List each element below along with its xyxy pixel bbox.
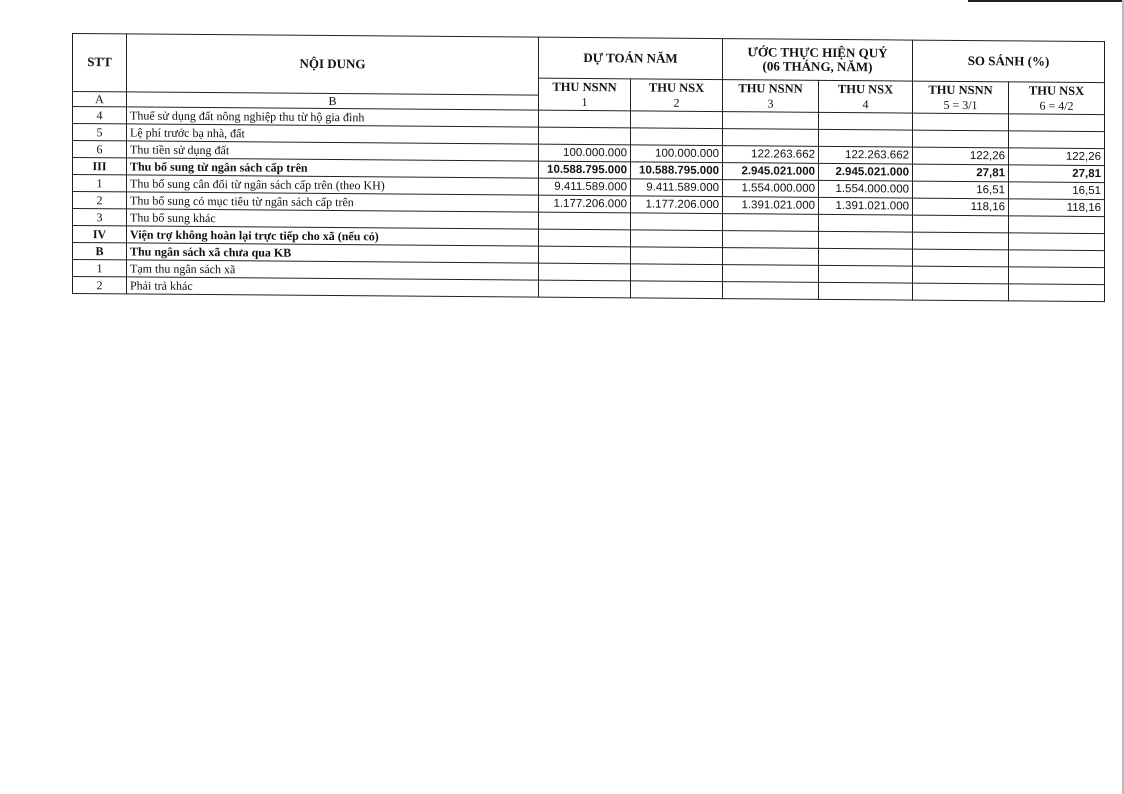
header-du-toan: DỰ TOÁN NĂM <box>539 37 723 79</box>
row-content: Thu bổ sung từ ngân sách cấp trên <box>127 157 539 177</box>
row-content: Thu bổ sung cân đối từ ngân sách cấp trên (theo KH) <box>127 174 539 194</box>
row-uoc-nsx <box>819 112 913 130</box>
subheader-thu-nsx: THU NSX <box>1009 82 1105 99</box>
row-uoc-nsnn: 2.945.021.000 <box>723 162 819 180</box>
row-content: Thu ngân sách xã chưa qua KB <box>127 242 539 262</box>
row-uoc-nsx: 122.263.662 <box>819 146 913 164</box>
row-so-sanh-nsnn <box>913 266 1009 284</box>
row-so-sanh-nsnn <box>913 249 1009 267</box>
row-stt: III <box>73 157 127 174</box>
row-du-toan-nsnn: 9.411.589.000 <box>539 178 631 196</box>
budget-sheet <box>72 33 1104 302</box>
row-du-toan-nsx: 9.411.589.000 <box>631 178 723 196</box>
row-stt: 5 <box>73 123 127 140</box>
row-uoc-nsx <box>819 282 913 300</box>
row-so-sanh-nsx: 27,81 <box>1009 164 1105 182</box>
header-uoc-thuc-hien <box>723 39 913 81</box>
row-content: Tạm thu ngân sách xã <box>127 259 539 279</box>
row-du-toan-nsnn <box>539 110 631 128</box>
header-noi-dung: NỘI DUNG <box>127 34 539 95</box>
row-du-toan-nsx: 10.588.795.000 <box>631 161 723 179</box>
row-so-sanh-nsnn: 122,26 <box>913 147 1009 165</box>
row-du-toan-nsnn: 100.000.000 <box>539 144 631 162</box>
row-uoc-nsx: 1.554.000.000 <box>819 180 913 198</box>
index-cell: 3 <box>723 96 819 112</box>
row-du-toan-nsx <box>631 127 723 145</box>
row-so-sanh-nsx: 122,26 <box>1009 147 1105 165</box>
row-du-toan-nsx <box>631 212 723 230</box>
index-cell: 6 = 4/2 <box>1009 98 1105 114</box>
row-so-sanh-nsx <box>1009 215 1105 233</box>
row-so-sanh-nsx <box>1009 113 1105 131</box>
index-cell: B <box>127 91 539 109</box>
subheader-thu-nsnn: THU NSNN <box>539 78 631 95</box>
row-du-toan-nsnn <box>539 246 631 264</box>
row-uoc-nsnn <box>723 111 819 129</box>
row-stt: IV <box>73 225 127 242</box>
index-cell: 5 = 3/1 <box>913 98 1009 114</box>
subheader-thu-nsnn: THU NSNN <box>723 80 819 97</box>
row-stt: 3 <box>73 208 127 225</box>
row-uoc-nsx <box>819 214 913 232</box>
header-row <box>73 34 1105 83</box>
row-content: Viện trợ không hoàn lại trực tiếp cho xã (nếu có) <box>127 225 539 245</box>
row-so-sanh-nsnn: 118,16 <box>913 198 1009 216</box>
row-so-sanh-nsx <box>1009 130 1105 148</box>
row-du-toan-nsx: 1.177.206.000 <box>631 195 723 213</box>
table-body <box>73 91 1105 301</box>
row-stt: 2 <box>73 276 127 293</box>
row-uoc-nsnn: 1.554.000.000 <box>723 179 819 197</box>
row-du-toan-nsx: 100.000.000 <box>631 144 723 162</box>
row-du-toan-nsx <box>631 229 723 247</box>
index-cell: 2 <box>631 95 723 111</box>
row-so-sanh-nsnn <box>913 130 1009 148</box>
row-du-toan-nsnn <box>539 280 631 298</box>
row-uoc-nsnn <box>723 128 819 146</box>
scan-edge-top <box>968 0 1124 2</box>
row-uoc-nsx <box>819 265 913 283</box>
row-content: Thu bổ sung có mục tiêu từ ngân sách cấp trên <box>127 191 539 211</box>
row-so-sanh-nsx: 118,16 <box>1009 198 1105 216</box>
index-cell: 4 <box>819 97 913 113</box>
row-so-sanh-nsnn <box>913 283 1009 301</box>
row-du-toan-nsnn <box>539 212 631 230</box>
row-so-sanh-nsx <box>1009 232 1105 250</box>
row-stt: 1 <box>73 259 127 276</box>
row-du-toan-nsnn: 10.588.795.000 <box>539 161 631 179</box>
header-so-sanh: SO SÁNH (%) <box>913 40 1105 83</box>
subheader-thu-nsx: THU NSX <box>631 79 723 96</box>
row-uoc-nsx: 1.391.021.000 <box>819 197 913 215</box>
row-stt: 6 <box>73 140 127 157</box>
row-so-sanh-nsnn: 16,51 <box>913 181 1009 199</box>
row-du-toan-nsnn: 1.177.206.000 <box>539 195 631 213</box>
row-stt: 2 <box>73 191 127 208</box>
row-uoc-nsx <box>819 231 913 249</box>
index-cell: A <box>73 91 127 106</box>
subheader-thu-nsnn: THU NSNN <box>913 81 1009 98</box>
row-du-toan-nsnn <box>539 127 631 145</box>
row-stt: 4 <box>73 106 127 123</box>
row-du-toan-nsx <box>631 110 723 128</box>
row-uoc-nsx <box>819 248 913 266</box>
row-du-toan-nsnn <box>539 263 631 281</box>
row-uoc-nsnn <box>723 247 819 265</box>
row-du-toan-nsx <box>631 263 723 281</box>
row-du-toan-nsx <box>631 280 723 298</box>
row-du-toan-nsx <box>631 246 723 264</box>
row-content: Thu tiền sử dụng đất <box>127 140 539 160</box>
row-uoc-nsnn <box>723 230 819 248</box>
row-so-sanh-nsx: 16,51 <box>1009 181 1105 199</box>
row-stt: B <box>73 242 127 259</box>
header-uoc-thuc-hien-line2: (06 THÁNG, NĂM) <box>762 58 873 75</box>
row-uoc-nsx <box>819 129 913 147</box>
row-so-sanh-nsx <box>1009 283 1105 301</box>
header-stt: STT <box>73 34 127 92</box>
row-content: Phải trả khác <box>127 276 539 296</box>
row-so-sanh-nsnn <box>913 113 1009 131</box>
row-so-sanh-nsx <box>1009 249 1105 267</box>
row-uoc-nsnn <box>723 213 819 231</box>
row-content: Thuế sử dụng đất nông nghiệp thu từ hộ gia đình <box>127 106 539 126</box>
row-uoc-nsnn: 122.263.662 <box>723 145 819 163</box>
row-so-sanh-nsnn <box>913 215 1009 233</box>
row-content: Lệ phí trước bạ nhà, đất <box>127 123 539 143</box>
subheader-thu-nsx: THU NSX <box>819 80 913 97</box>
row-du-toan-nsnn <box>539 229 631 247</box>
row-so-sanh-nsnn <box>913 232 1009 250</box>
row-uoc-nsnn: 1.391.021.000 <box>723 196 819 214</box>
row-content: Thu bổ sung khác <box>127 208 539 228</box>
header-uoc-thuc-hien-line1: ƯỚC THỰC HIỆN QUÝ <box>747 44 888 61</box>
row-uoc-nsnn <box>723 281 819 299</box>
row-uoc-nsnn <box>723 264 819 282</box>
row-stt: 1 <box>73 174 127 191</box>
budget-table <box>72 33 1105 302</box>
index-cell: 1 <box>539 95 631 111</box>
row-uoc-nsx: 2.945.021.000 <box>819 163 913 181</box>
row-so-sanh-nsnn: 27,81 <box>913 164 1009 182</box>
row-so-sanh-nsx <box>1009 266 1105 284</box>
